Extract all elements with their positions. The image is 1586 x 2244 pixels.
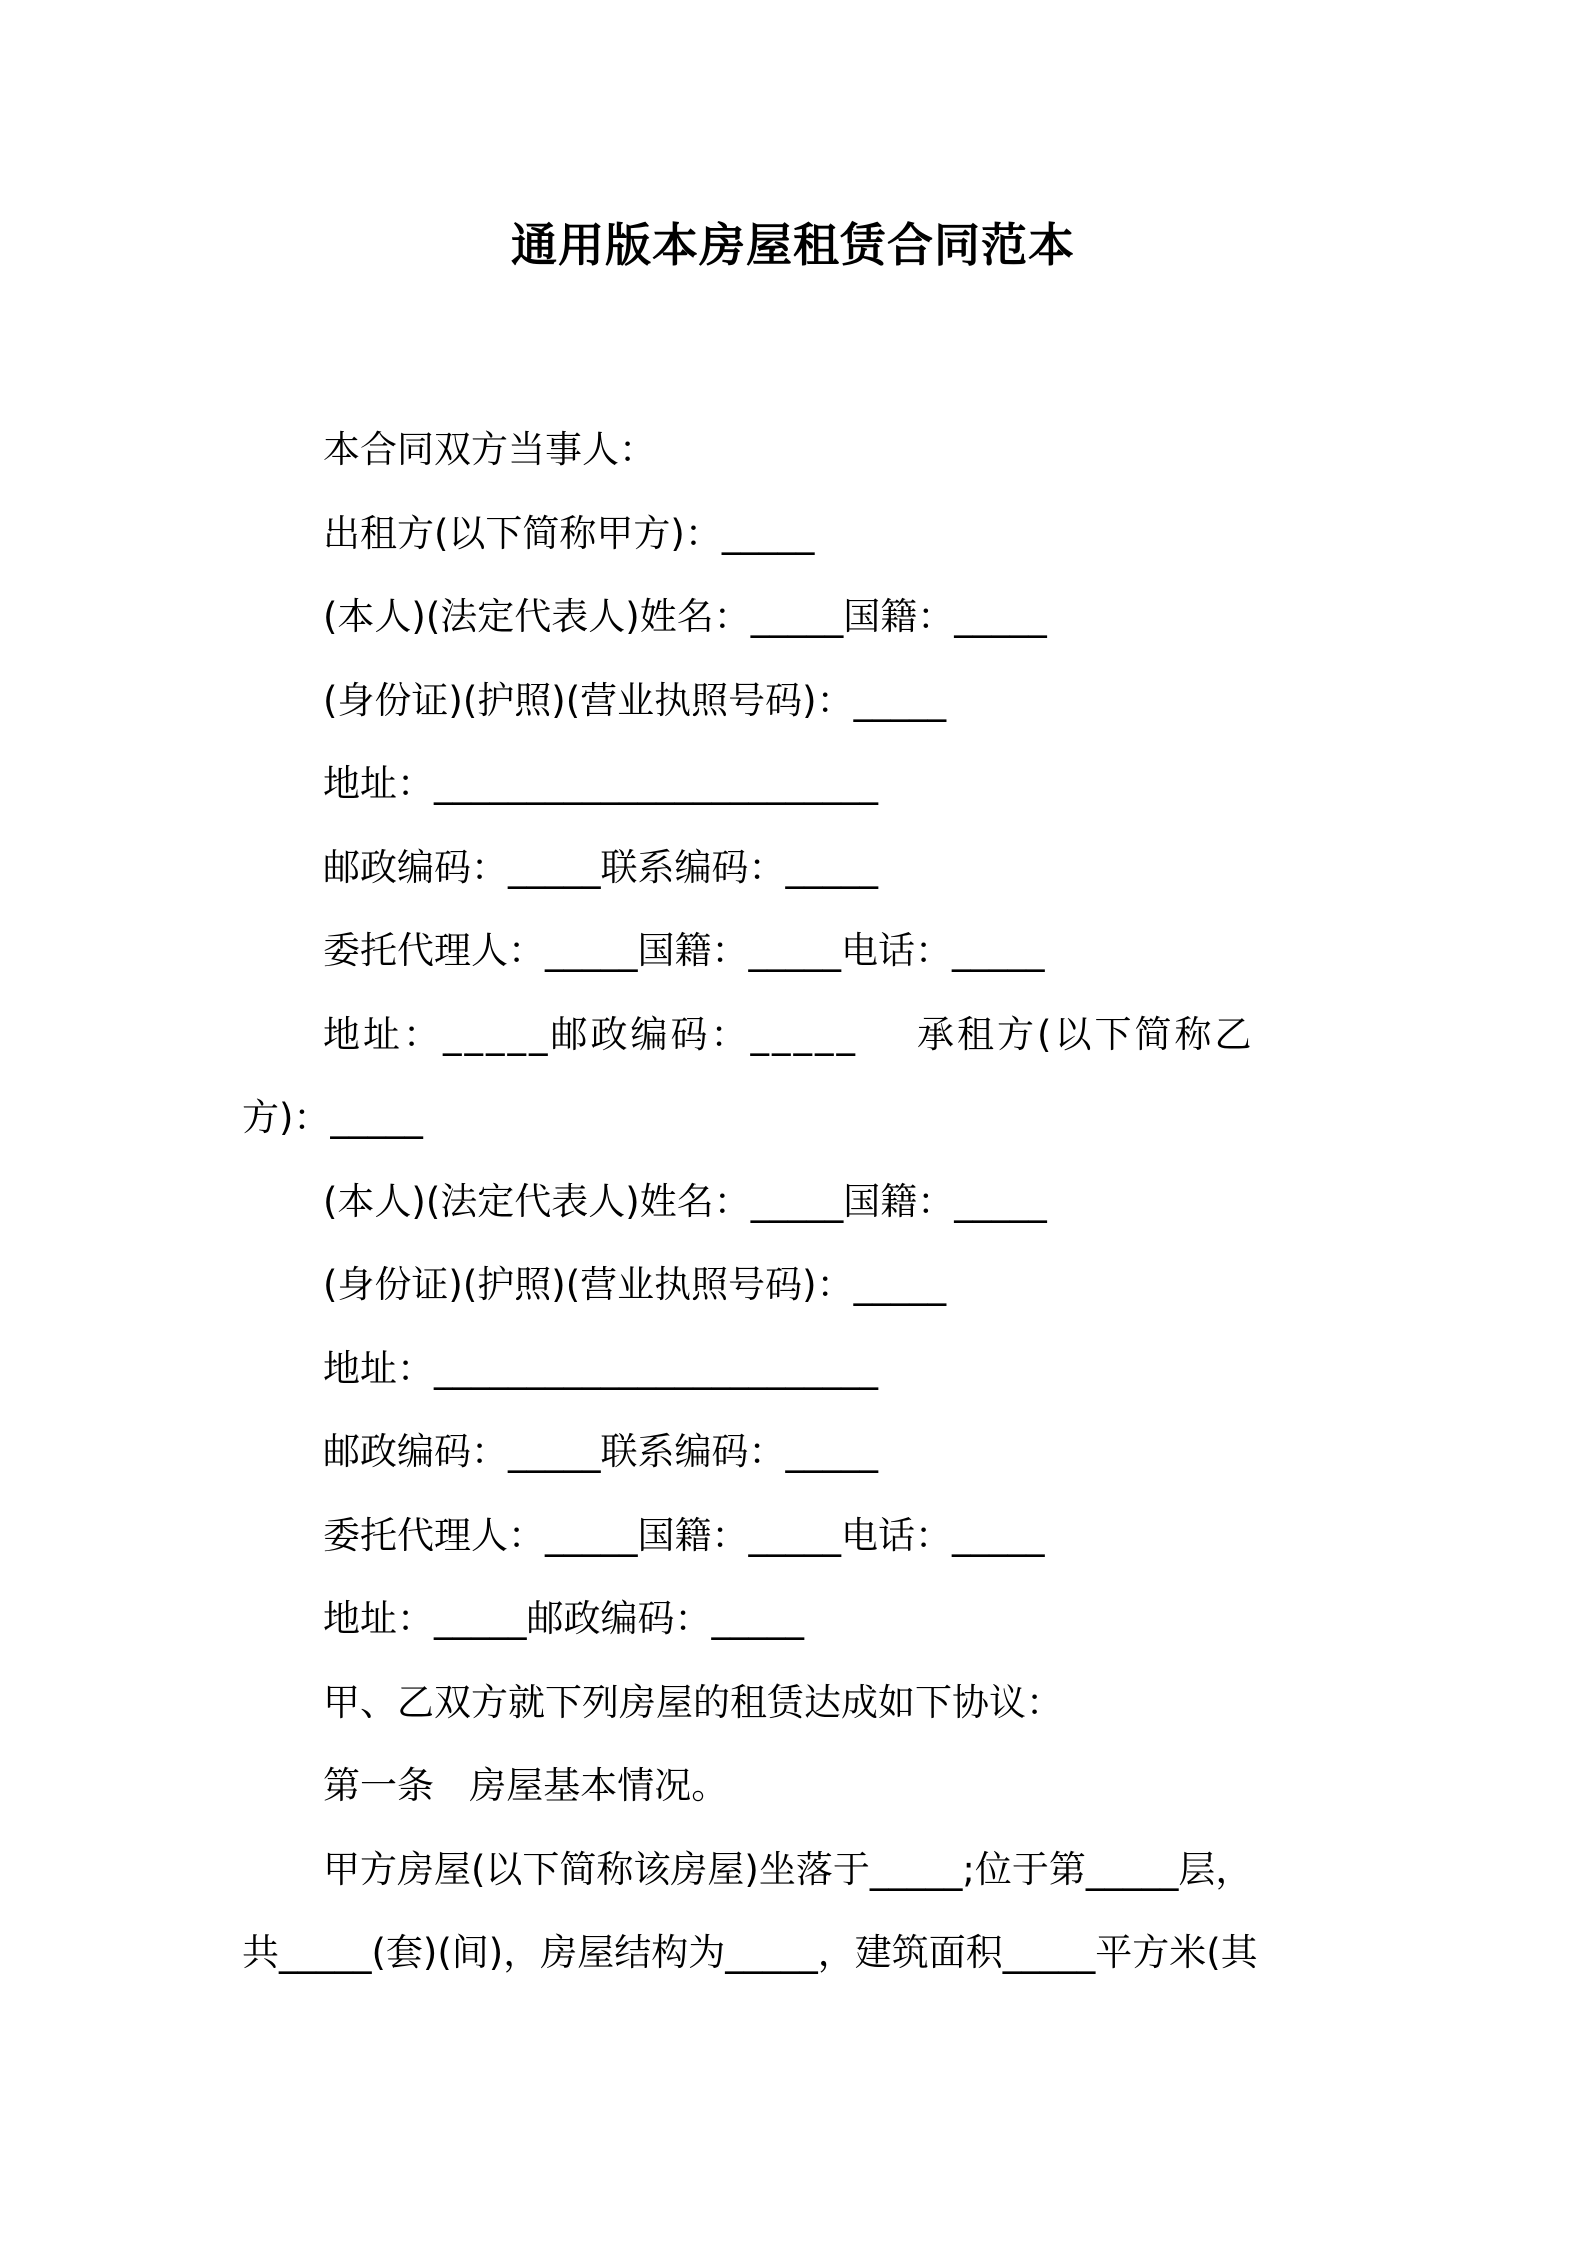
lessee-agent: 委托代理人：_____国籍：_____电话：_____ (323, 1513, 1045, 1557)
lessee-agent-address: 地址：_____邮政编码：_____ (323, 1597, 804, 1640)
lessee-line-continued: 方)：_____ (242, 1096, 423, 1139)
lessee-name-nationality: (本人)(法定代表人)姓名：_____国籍：_____ (323, 1179, 1047, 1223)
lessor-postcode-contact: 邮政编码：_____联系编码：_____ (323, 845, 878, 889)
lessor-name-nationality: (本人)(法定代表人)姓名：_____国籍：_____ (323, 595, 1047, 638)
article-one-heading: 第一条 房屋基本情况。 (323, 1764, 729, 1807)
lessor-agent-address-and-lessee: 地址：_____邮政编码：_____ 承租方(以下简称乙 (323, 1012, 1255, 1056)
article-one-text-line-2: 共_____(套)(间)，房屋结构为_____，建筑面积_____平方米(其 (242, 1931, 1258, 1974)
document-body (242, 408, 1362, 1995)
lessor-agent: 委托代理人：_____国籍：_____电话：_____ (323, 929, 1045, 972)
lessee-postcode-contact: 邮政编码：_____联系编码：_____ (323, 1430, 878, 1473)
lessee-address: 地址：________________________ (323, 1346, 878, 1390)
lessor-id-number: (身份证)(护照)(营业执照号码)：_____ (323, 678, 947, 722)
lessor-line: 出租方(以下简称甲方)：_____ (323, 511, 815, 555)
lessee-id-number: (身份证)(护照)(营业执照号码)：_____ (323, 1263, 947, 1306)
lessor-address: 地址：________________________ (323, 762, 878, 805)
document-title: 通用版本房屋租赁合同范本 (511, 218, 1075, 272)
parties-heading: 本合同双方当事人： (323, 428, 656, 471)
article-one-text-line-1: 甲方房屋(以下简称该房屋)坐落于_____;位于第_____层， (323, 1847, 1253, 1891)
agreement-statement: 甲、乙双方就下列房屋的租赁达成如下协议： (323, 1680, 1063, 1724)
